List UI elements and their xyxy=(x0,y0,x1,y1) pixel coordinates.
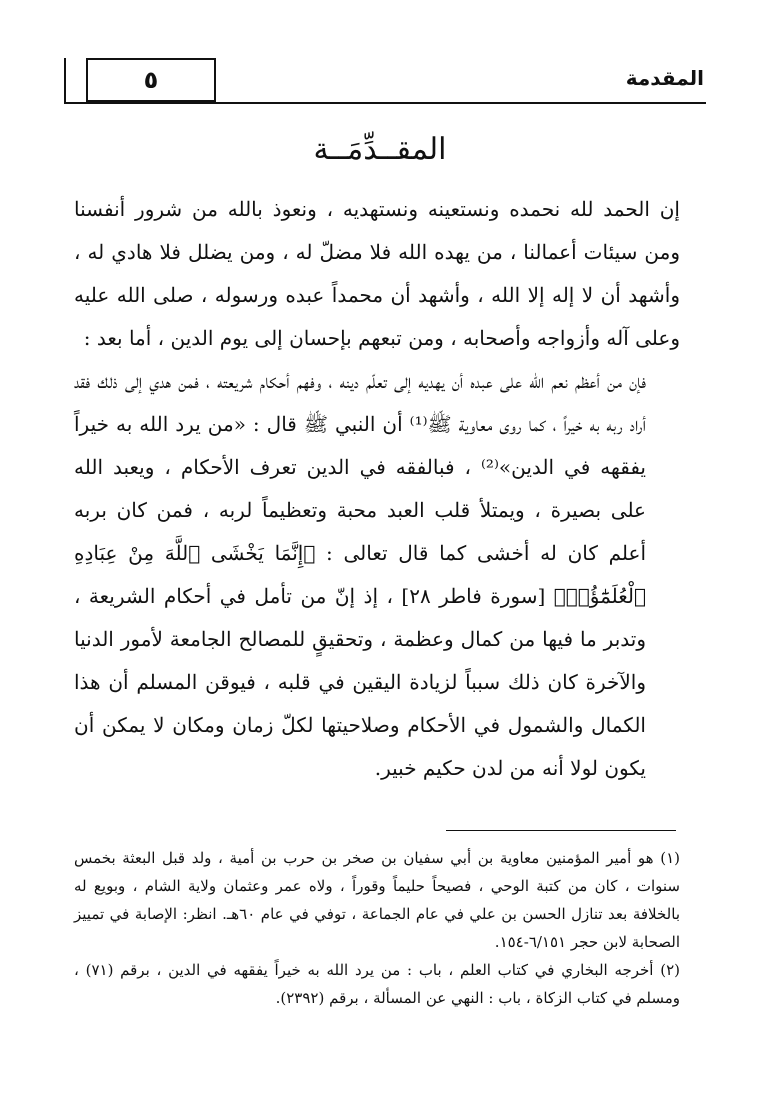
footnote: (٢) أخرجه البخاري في كتاب العلم ، باب : من يرد الله به خيراً يفقهه في الدين ، برقم (٧١) ، ومسلم في كتاب الزكاة ، باب : النهي عن المسألة ، برقم (٢٣٩٢). xyxy=(74,961,680,1007)
paragraph: إن الحمد لله نحمده ونستعينه ونستهديه ، ونعوذ بالله من شرور أنفسنا ومن سيئات أعمالنا ، من يهده الله فلا مضلّ له ، ومن يضلل فلا هادي له ، وأشهد أن لا إله إلا الله ، وأشهد أن محمداً عبده ورسوله ، صلى الله عليه وعلى آله وأزواجه وأصحابه ، ومن تبعهم بإحسان إلى يوم الدين ، أما بعد : xyxy=(74,197,680,350)
header-rule xyxy=(64,102,706,104)
header-rule-vertical xyxy=(64,58,66,102)
running-title: المقدمة xyxy=(625,66,704,90)
paragraph: فإن من أعظم نعم الله على عبده أن يهديه إلى تعلّم دينه ، وفهم أحكام شريعته ، فمن هدي إلى ذلك فقد أراد ربه به خيراً ، كما روى معاوية ﷺ⁽¹⁾ أن النبي ﷺ قال : «من يرد الله به خيراً يفقهه في الدين»⁽²⁾ ، فبالفقه في الدين تعرف الأحكام ، ويعبد الله على بصيرة ، ويمتلأ قلب العبد محبة وتعظيماً لربه ، فمن كان بربه أعلم كان له أخشى كما قال تعالى : ﴿إِنَّمَا يَخْشَى ٱللَّهَ مِنْ عِبَادِهِ ٱلْعُلَمَٰٓؤُا۟﴾ [سورة فاطر ٢٨] ، إذ إنّ من تأمل في أحكام الشريعة ، وتدبر ما فيها من كمال وعظمة ، وتحقيقٍ للمصالح الجامعة لأمور الدنيا والآخرة كان ذلك سبباً لزيادة اليقين في قلبه ، فيوقن المسلم أن هذا الكمال والشمول في الأحكام وصلاحيتها لكلّ زمان ومكان لا يمكن أن يكون لولا أنه من لدن حكيم خبير. xyxy=(74,369,647,780)
page-header xyxy=(64,58,704,104)
footnote: (١) هو أمير المؤمنين معاوية بن أبي سفيان بن صخر بن حرب بن أمية ، ولد قبل البعثة بخمس سنوات ، كان من كتبة الوحي ، فصيحاً حليماً وقوراً ، ولاه عمر وعثمان ولاية الشام ، وبويع له بالخلافة بعد تنازل الحسن بن علي في عام الجماعة ، توفي في عام ٦٠هـ. انظر: الإصابة في تمييز الصحابة لابن حجر ٦/١٥١-١٥٤. xyxy=(74,849,680,951)
page-number: ٥ xyxy=(86,58,216,102)
chapter-title: المقــدِّمَــة xyxy=(313,132,447,167)
footnotes xyxy=(74,844,680,1012)
footnote-separator xyxy=(446,830,676,831)
body-text xyxy=(74,188,680,790)
